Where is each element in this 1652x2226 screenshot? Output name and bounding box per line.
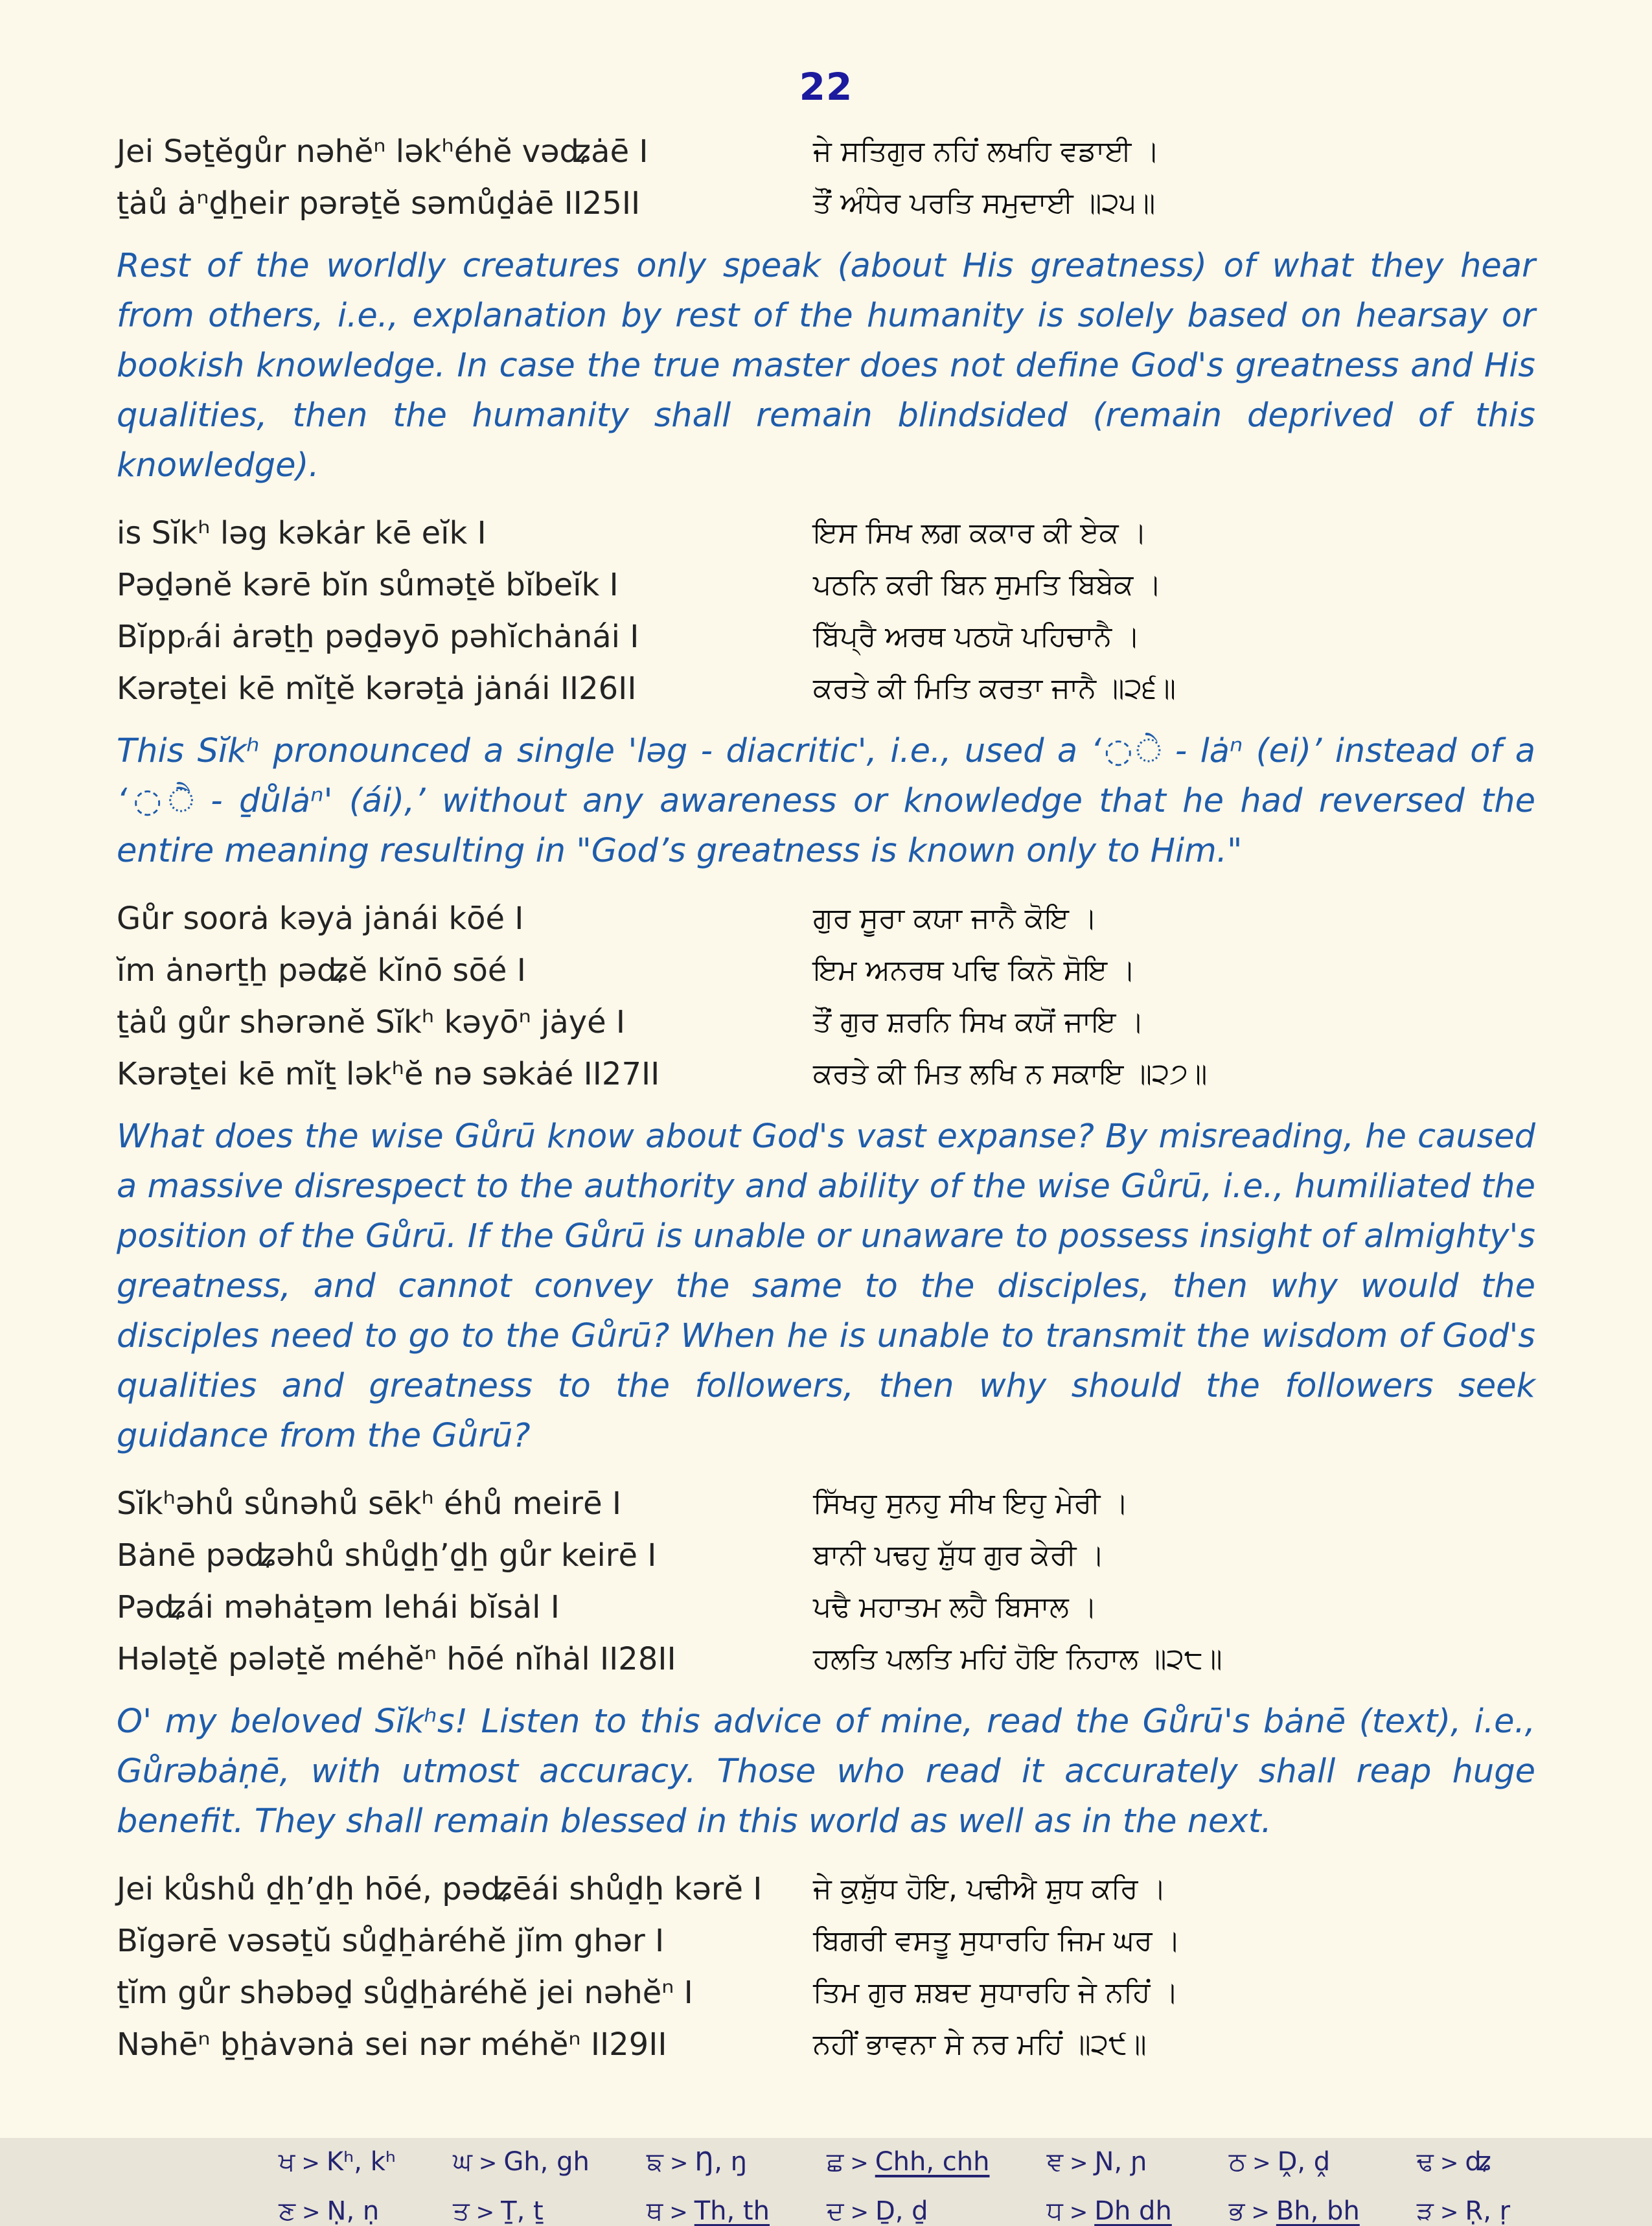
latin-equivalent: Ṯ, ṯ xyxy=(501,2196,544,2226)
roman-column xyxy=(117,1478,813,1685)
maps-to-symbol: > xyxy=(1070,2150,1088,2176)
latin-equivalent: Gh, gh xyxy=(503,2147,590,2177)
latin-equivalent: Kʰ, kʰ xyxy=(326,2147,396,2177)
key-cell xyxy=(1417,2147,1510,2177)
gurmukhi-verse-line: ਗੁਰ ਸੂਰਾ ਕਯਾ ਜਾਨੈ ਕੋਇ । xyxy=(813,902,1097,935)
gurmukhi-verse-line: ਨਹੀਂ ਭਾਵਨਾ ਸੇ ਨਰ ਮਹਿਂ ॥੨੯॥ xyxy=(813,2028,1147,2061)
gurmukhi-verse-line: ਜੇ ਕੁਸ਼ੁੱਧ ਹੋਇ, ਪਢੀਐ ਸ਼ੁਧ ਕਰਿ । xyxy=(813,1872,1167,1905)
gurmukhi-verse-line: ਬਿਗਰੀ ਵਸਤੂ ਸੁਧਾਰਹਿ ਜਿਮ ਘਰ । xyxy=(813,1924,1181,1957)
gurmukhi-verse-line: ਤਿਮ ਗੁਰ ਸ਼ਬਦ ਸੁਧਾਰਹਿ ਜੇ ਨਹਿਂ । xyxy=(813,1976,1179,2009)
maps-to-symbol: > xyxy=(1251,2199,1270,2225)
maps-to-symbol: > xyxy=(1252,2150,1271,2176)
verse-block-28 xyxy=(117,1478,1535,1685)
latin-equivalent: Ḓ, ḓ xyxy=(1277,2147,1331,2177)
maps-to-symbol: > xyxy=(1440,2199,1459,2225)
translation-paragraph-28: O' my beloved Sĭkʰs! Listen to this advice of mine, read the Gůrū's bȧnē (text), i.e., Gůrəbȧṇē, with utmost accuracy. Those who read it accurately shall reap huge benefit. They shall remain blessed in this world as well as in the next. xyxy=(117,1703,1535,1841)
gurmukhi-verse-line: ਜੇ ਸਤਿਗੁਰ ਨਹਿਂ ਲਖਹਿ ਵਡਾਈ । xyxy=(813,135,1160,168)
key-cell xyxy=(453,2147,590,2177)
gurmukhi-verse-line: ਕਰਤੇ ਕੀ ਮਿਤ ਲਖਿ ਨ ਸਕਾਇ ॥੨੭॥ xyxy=(813,1057,1208,1090)
latin-equivalent: Th, th xyxy=(694,2196,770,2226)
roman-verse-line: Bȧnē pəʥəhů shůḏẖ’ḏẖ gůr keirē I xyxy=(117,1537,657,1574)
page-number: 22 xyxy=(799,65,853,109)
roman-verse-line: Kərəṯei kē mĭṯ ləkʰĕ nə səkȧé II27II xyxy=(117,1056,660,1092)
roman-verse-line: ĭm ȧnərṯẖ pəʥĕ kĭnō sōé I xyxy=(117,952,526,989)
translation-paragraph-25: Rest of the worldly creatures only speak (about His greatness) of what they hear from others, i.e., explanation by rest of the humanity is solely based on hearsay or bookish knowledge. In case the true master does not define God's greatness and His qualities, then the humanity shall remain blindsided (remain deprived of this knowledge). xyxy=(117,247,1535,485)
roman-column xyxy=(117,1863,813,2071)
gurmukhi-letter: ਦ xyxy=(826,2196,844,2226)
roman-verse-line: Jei kůshů ḏẖ’ḏẖ hōé, pəʥēái shůḏẖ kərĕ I xyxy=(117,1871,763,1907)
gurmukhi-letter: ਭ xyxy=(1228,2196,1245,2226)
gurmukhi-verse-line: ਤੌਂ ਅੰਧੇਰ ਪਰਤਿ ਸਮੁਦਾਈ ॥੨੫॥ xyxy=(813,187,1156,220)
roman-column xyxy=(117,507,813,715)
gurmukhi-dulavan-diacritic-glyph: ◌ੈ xyxy=(127,782,194,820)
latin-equivalent: Chh, chh xyxy=(875,2147,990,2177)
verse-block-26 xyxy=(117,507,1535,715)
gurmukhi-letter: ਣ xyxy=(279,2196,296,2226)
gurmukhi-letter: ੜ xyxy=(1416,2196,1434,2226)
key-cell xyxy=(279,2147,396,2177)
roman-verse-line: Nəhēⁿ ḇẖȧvənȧ sei nər méhĕⁿ II29II xyxy=(117,2026,667,2063)
gurmukhi-letter: ਧ xyxy=(1046,2196,1063,2226)
key-cell xyxy=(1229,2196,1360,2226)
verse-block-27 xyxy=(117,893,1535,1100)
key-cell xyxy=(827,2196,990,2226)
key-cell xyxy=(1229,2147,1360,2177)
gurmukhi-letter: ਙ xyxy=(646,2147,663,2177)
gurmukhi-verse-line: ਤੌਂ ਗੁਰ ਸ਼ਰਨਿ ਸਿਖ ਕਯੋਂ ਜਾਇ । xyxy=(813,1005,1145,1038)
gurmukhi-verse-line: ਸਿੱਖਹੁ ਸੁਨਹੁ ਸੀਖ ਇਹੁ ਮੇਰੀ । xyxy=(813,1487,1129,1520)
gurmukhi-verse-line: ਹਲਤਿ ਪਲਤਿ ਮਹਿਂ ਹੋਇ ਨਿਹਾਲ ॥੨੮॥ xyxy=(813,1642,1222,1675)
maps-to-symbol: > xyxy=(301,2150,320,2176)
gurmukhi-lavan-diacritic-glyph: ◌ੇ xyxy=(1101,732,1162,770)
gurmukhi-verse-line: ਕਰਤੇ ਕੀ ਮਿਤਿ ਕਰਤਾ ਜਾਨੈ ॥੨੬॥ xyxy=(813,672,1176,705)
maps-to-symbol: > xyxy=(476,2199,495,2225)
gurmukhi-column xyxy=(813,1863,1535,2071)
gurmukhi-letter: ਘ xyxy=(453,2147,472,2177)
gurmukhi-verse-line: ਬਾਨੀ ਪਢਹੁ ਸ਼ੁੱਧ ਗੁਰ ਕੇਰੀ । xyxy=(813,1539,1105,1572)
verse-block-25 xyxy=(117,126,1535,229)
key-cell xyxy=(453,2196,590,2226)
translation-paragraph-27: What does the wise Gůrū know about God's vast expanse? By misreading, he caused a massive disrespect to the authority and ability of the wise Gůrū, i.e., humiliated the position of the Gůrū. If the Gůrū is unable or unaware to possess insight of almighty's greatness, and cannot convey the same to the disciples, then why would the disciples need to go to the Gůrū? When he is unable to transmit the wisdom of God's qualities and greatness to the followers, then why should the followers seek guidance from the Gůrū? xyxy=(117,1118,1535,1455)
roman-verse-line: Sĭkʰəhů sůnəhů sēkʰ éhů meirē I xyxy=(117,1486,622,1522)
gurmukhi-verse-line: ਪਢੈ ਮਹਾਤਮ ਲਹੈ ਬਿਸਾਲ । xyxy=(813,1590,1097,1624)
maps-to-symbol: > xyxy=(850,2150,869,2176)
roman-verse-line: Bĭppᵣái ȧrəṯẖ pəḏəyō pəhĭchȧnái I xyxy=(117,619,639,655)
latin-equivalent: Ḏ, ḏ xyxy=(875,2196,928,2226)
roman-verse-line: Pəḏənĕ kərē bĭn sůməṯĕ bĭbeĭk I xyxy=(117,567,619,603)
maps-to-symbol: > xyxy=(1440,2150,1459,2176)
roman-verse-line: is Sĭkʰ ləg kəkȧr kē eĭk I xyxy=(117,515,487,551)
verse-block-29 xyxy=(117,1863,1535,2071)
roman-verse-line: ṯȧů ȧⁿḏẖeir pərəṯĕ səmůḏȧē II25II xyxy=(117,185,641,222)
latin-equivalent: Ɲ, ɲ xyxy=(1094,2147,1147,2177)
latin-equivalent: Dh dh xyxy=(1094,2196,1172,2226)
gurmukhi-letter: ਢ xyxy=(1416,2147,1434,2177)
key-cell xyxy=(1046,2147,1171,2177)
roman-verse-line: Bĭgərē vəsəṯŭ sůḏẖȧréhĕ jĭm ghər I xyxy=(117,1923,665,1959)
key-cell xyxy=(1417,2196,1510,2226)
key-cell xyxy=(827,2147,990,2177)
gurmukhi-column xyxy=(813,1478,1535,1685)
translation-text: This Sĭkʰ pronounced a single 'ləg - diacritic', i.e., used a ‘ xyxy=(117,732,1101,770)
gurmukhi-letter: ਤ xyxy=(453,2196,470,2226)
maps-to-symbol: > xyxy=(850,2199,869,2225)
gurmukhi-verse-line: ਇਸ ਸਿਖ ਲਗ ਕਕਾਰ ਕੀ ਏਕ । xyxy=(813,516,1147,549)
roman-column xyxy=(117,893,813,1100)
roman-verse-line: Jei Səṯĕgůr nəhĕⁿ ləkʰéhĕ vəʥȧē I xyxy=(117,133,648,170)
key-cell xyxy=(647,2196,770,2226)
maps-to-symbol: > xyxy=(669,2150,689,2176)
key-cell xyxy=(1046,2196,1171,2226)
gurmukhi-column xyxy=(813,893,1535,1100)
latin-equivalent: Ṇ, ṇ xyxy=(327,2196,380,2226)
gurmukhi-letter: ਥ xyxy=(646,2196,663,2226)
key-cell xyxy=(647,2147,770,2177)
gurmukhi-verse-line: ਇਮ ਅਨਰਥ ਪਢਿ ਕਿਨੋ ਸੋਇ । xyxy=(813,954,1136,987)
gurmukhi-letter: ਞ xyxy=(1046,2147,1064,2177)
gurmukhi-letter: ਠ xyxy=(1228,2147,1246,2177)
roman-verse-line: Kərəṯei kē mĭṯĕ kərəṯȧ jȧnái II26II xyxy=(117,671,637,707)
roman-verse-line: Gůr soorȧ kəyȧ jȧnái kōé I xyxy=(117,901,524,937)
latin-equivalent: Ṛ, ṛ xyxy=(1465,2196,1511,2226)
latin-equivalent: ʥ xyxy=(1465,2147,1491,2177)
gurmukhi-letter: ਖ xyxy=(279,2147,295,2177)
gurmukhi-verse-line: ਪਠਨਿ ਕਰੀ ਬਿਨ ਸੁਮਤਿ ਬਿਬੇਕ । xyxy=(813,568,1162,601)
translation-paragraph-26 xyxy=(117,726,1535,876)
key-cell xyxy=(279,2196,396,2226)
latin-equivalent: Bh, bh xyxy=(1276,2196,1360,2226)
gurmukhi-column xyxy=(813,507,1535,715)
maps-to-symbol: > xyxy=(302,2199,321,2225)
roman-verse-line: ṯȧů gůr shərənĕ Sĭkʰ kəyōⁿ jȧyé I xyxy=(117,1004,626,1040)
maps-to-symbol: > xyxy=(478,2150,498,2176)
roman-verse-line: Hələṯĕ pələṯĕ méhĕⁿ hōé nĭhȧl II28II xyxy=(117,1641,676,1677)
gurmukhi-column xyxy=(813,126,1535,229)
maps-to-symbol: > xyxy=(1069,2199,1088,2225)
roman-column xyxy=(117,126,813,229)
transliteration-key xyxy=(279,2147,1510,2226)
gurmukhi-verse-line: ਬਿੱਪ੍ਰੈ ਅਰਥ ਪਠਯੋ ਪਹਿਚਾਨੈ । xyxy=(813,620,1140,653)
translation-text: - lȧⁿ (ei)’ instead of a ‘ xyxy=(117,732,1535,820)
roman-verse-line: Pəʥái məhȧṯəm lehái bĭsȧl I xyxy=(117,1589,560,1625)
roman-verse-line: ṯĭm gůr shəbəḏ sůḏẖȧréhĕ jei nəhĕⁿ I xyxy=(117,1975,693,2011)
gurmukhi-letter: ਛ xyxy=(826,2147,844,2177)
latin-equivalent: Ŋ, ŋ xyxy=(694,2147,748,2177)
maps-to-symbol: > xyxy=(669,2199,688,2225)
translation-text: - ḏůlȧⁿ' (ái),’ without any awareness or knowledge that he had reversed the entire meaning resulting in "God’s greatness is known only to Him." xyxy=(117,782,1535,870)
